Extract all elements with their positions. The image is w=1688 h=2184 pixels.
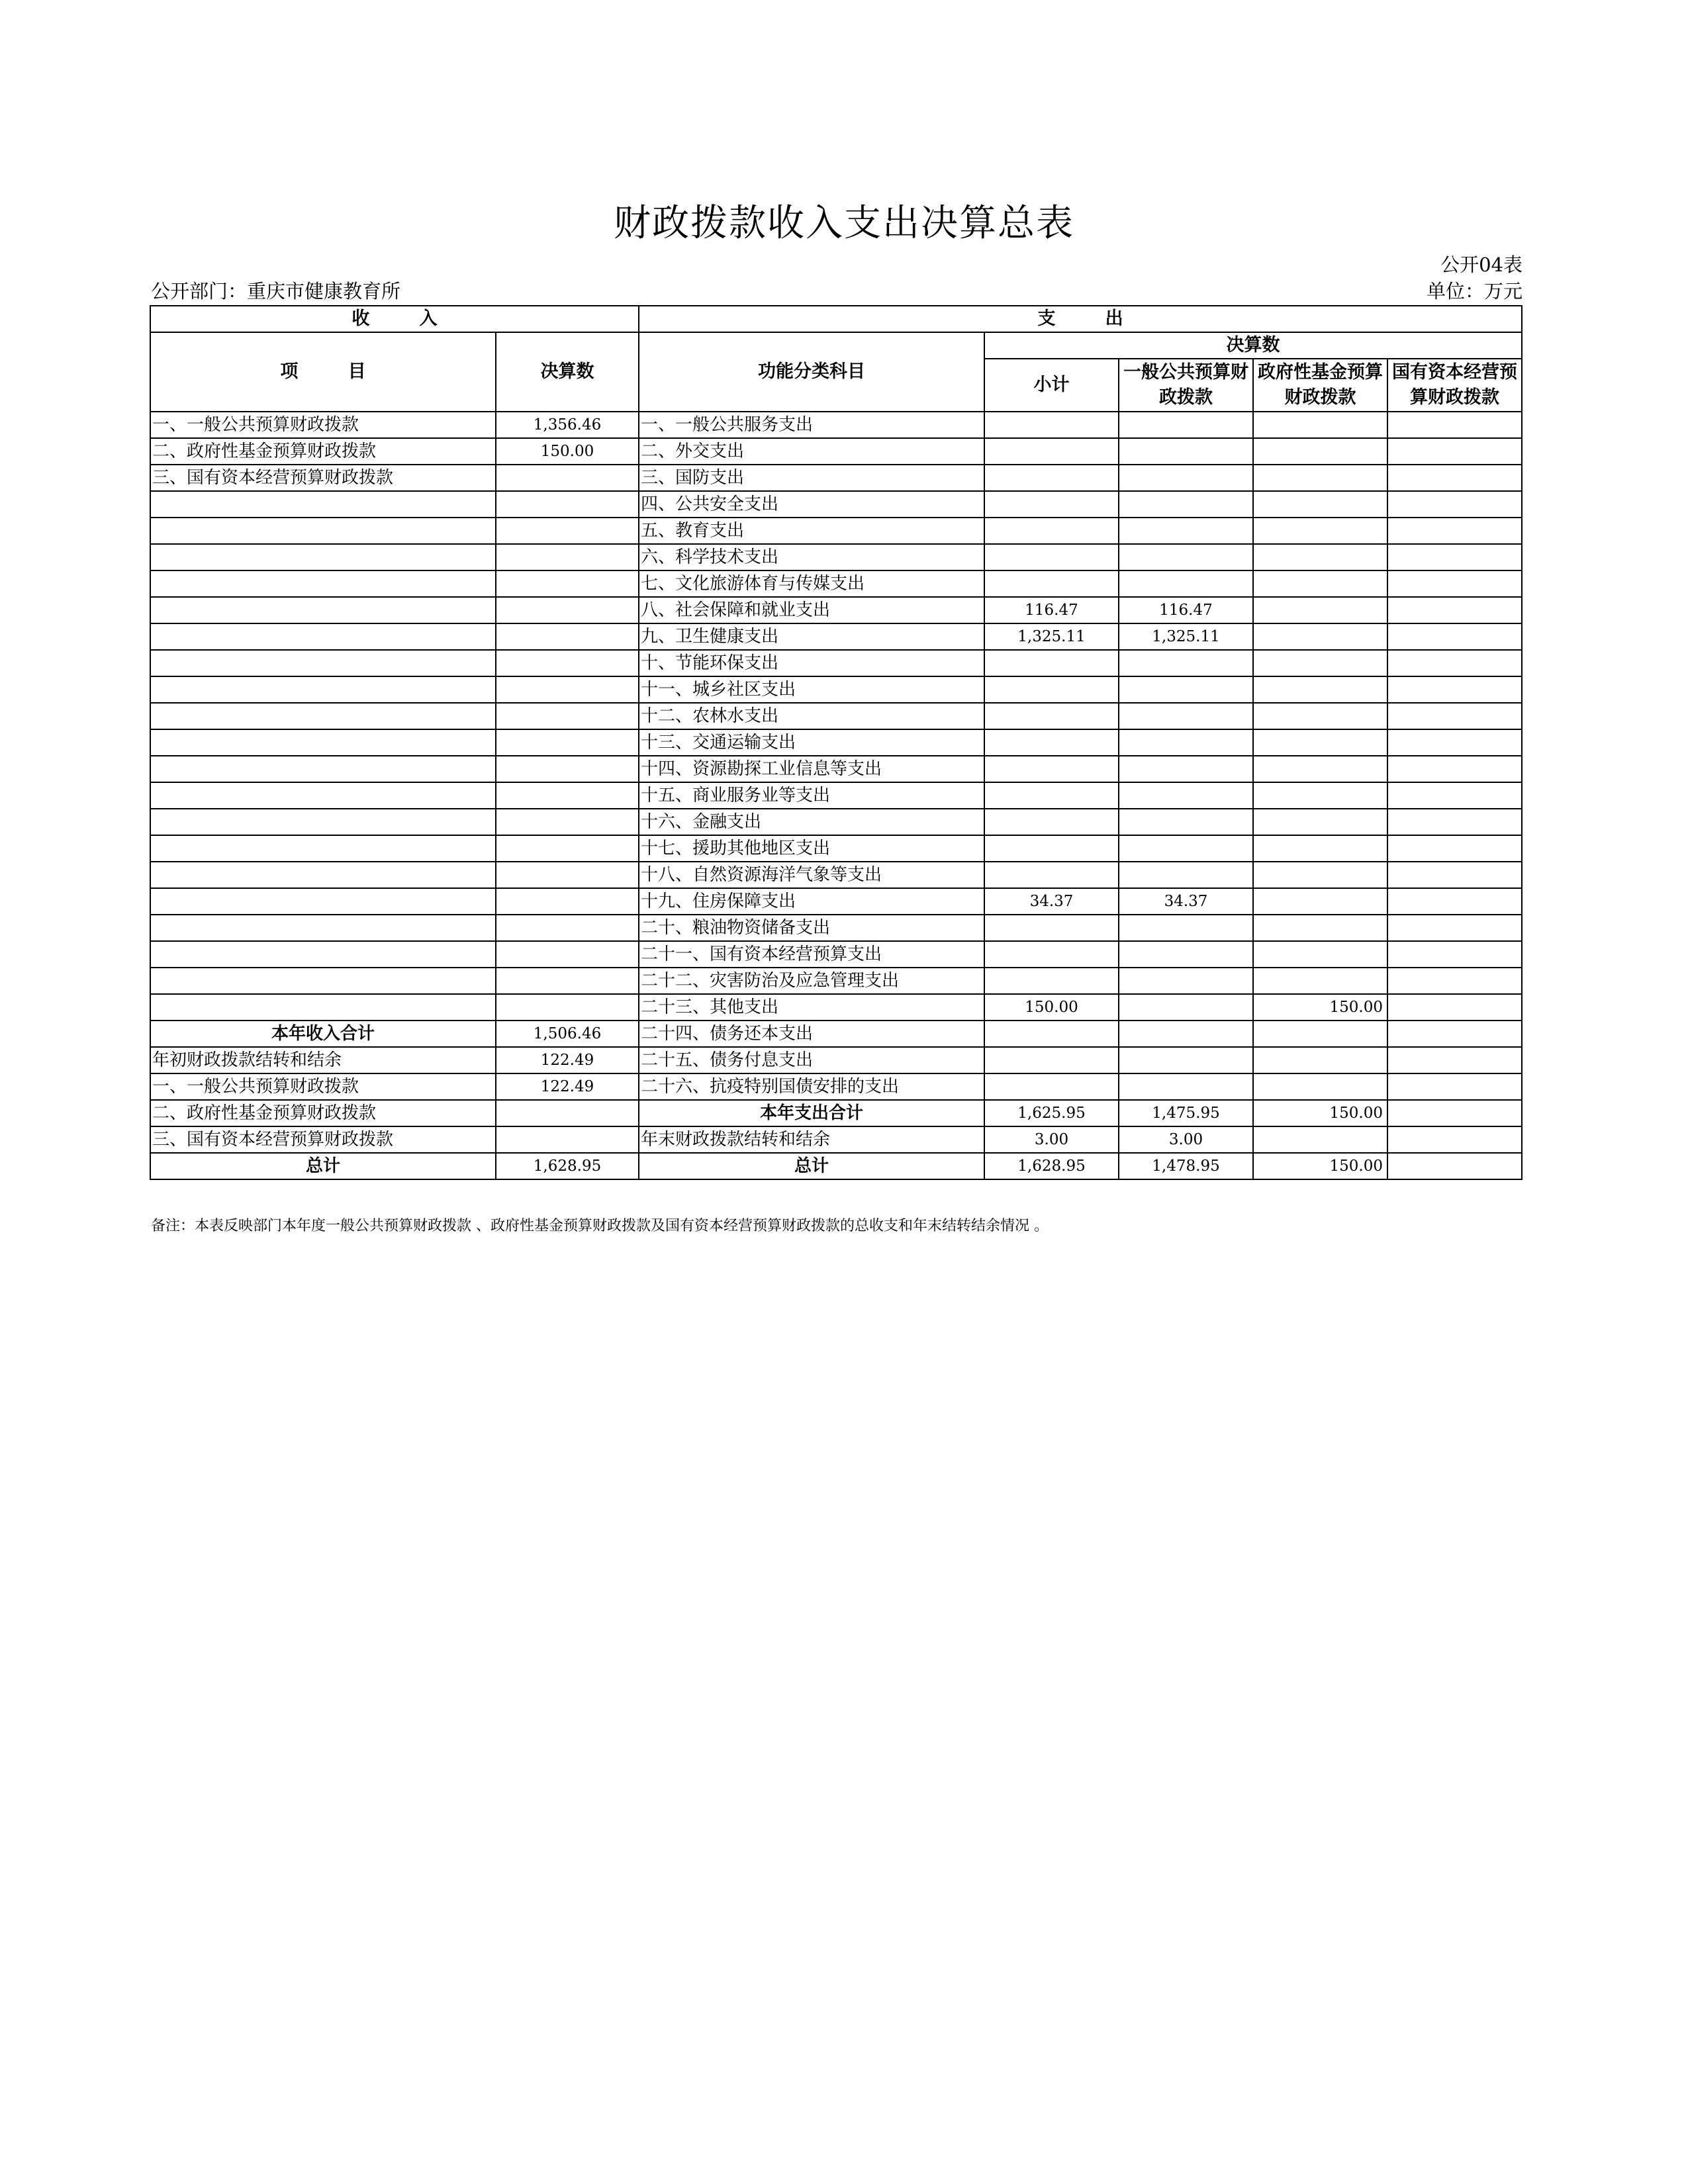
subtotal-cell: 150.00: [984, 994, 1119, 1021]
income-item-cell: [150, 597, 496, 623]
income-amount-cell: [496, 597, 639, 623]
table-row: [150, 1021, 1522, 1047]
expense-subject-cell: 二十、粮油物资储备支出: [639, 915, 984, 941]
income-amount-cell: [496, 941, 639, 968]
subtotal-cell: 34.37: [984, 888, 1119, 915]
gov-fund-cell: [1253, 888, 1387, 915]
item-header: 项 目: [150, 332, 496, 412]
general-budget-cell: [1119, 650, 1253, 676]
expense-subject-cell: 二、外交支出: [639, 438, 984, 465]
general-budget-cell: [1119, 1047, 1253, 1073]
state-capital-cell: [1387, 1100, 1522, 1126]
income-amount-cell: 1,628.95: [496, 1153, 639, 1179]
table-row: [150, 703, 1522, 729]
form-code: 公开04表: [1440, 253, 1523, 276]
gov-fund-cell: [1253, 1126, 1387, 1153]
subtotal-cell: [984, 835, 1119, 862]
expense-header: 支 出: [639, 306, 1522, 332]
table-row: [150, 915, 1522, 941]
table-row: [150, 1126, 1522, 1153]
table-row: [150, 650, 1522, 676]
income-amount-cell: [496, 518, 639, 544]
gov-fund-cell: [1253, 809, 1387, 835]
state-capital-cell: [1387, 835, 1522, 862]
gov-fund-cell: [1253, 597, 1387, 623]
expense-subject-cell: 十、节能环保支出: [639, 650, 984, 676]
general-budget-cell: 1,325.11: [1119, 623, 1253, 650]
table-row: [150, 491, 1522, 518]
income-item-cell: 一、一般公共预算财政拨款: [150, 1073, 496, 1100]
general-budget-cell: [1119, 809, 1253, 835]
income-item-cell: [150, 835, 496, 862]
expense-subject-cell: 二十三、其他支出: [639, 994, 984, 1021]
state-capital-cell: [1387, 1073, 1522, 1100]
income-amount-cell: [496, 809, 639, 835]
gov-fund-cell: [1253, 623, 1387, 650]
general-budget-cell: [1119, 438, 1253, 465]
general-budget-cell: 3.00: [1119, 1126, 1253, 1153]
general-budget-cell: [1119, 412, 1253, 438]
subtotal-cell: [984, 756, 1119, 782]
income-amount-cell: [496, 968, 639, 994]
footnote: 备注：本表反映部门本年度一般公共预算财政拨款 、政府性基金预算财政拨款及国有资本经营预算财政拨款的总收支和年末结转结余情况 。: [151, 1218, 1049, 1234]
gov-fund-cell: [1253, 1021, 1387, 1047]
expense-subject-cell: 二十一、国有资本经营预算支出: [639, 941, 984, 968]
state-capital-cell: [1387, 650, 1522, 676]
table-row: [150, 862, 1522, 888]
general-budget-cell: [1119, 465, 1253, 491]
gov-fund-cell: [1253, 1047, 1387, 1073]
gov-fund-cell: [1253, 412, 1387, 438]
expense-subject-cell: 十八、自然资源海洋气象等支出: [639, 862, 984, 888]
subtotal-cell: [984, 570, 1119, 597]
state-capital-cell: [1387, 915, 1522, 941]
gov-fund-cell: [1253, 703, 1387, 729]
general-budget-cell: [1119, 756, 1253, 782]
state-capital-cell: [1387, 438, 1522, 465]
state-capital-cell: [1387, 729, 1522, 756]
expense-subject-cell: 十四、资源勘探工业信息等支出: [639, 756, 984, 782]
expense-subject-cell: 一、一般公共服务支出: [639, 412, 984, 438]
gov-fund-cell: [1253, 782, 1387, 809]
state-capital-cell: [1387, 1126, 1522, 1153]
general-budget-cell: [1119, 994, 1253, 1021]
expense-subject-cell: 总计: [639, 1153, 984, 1179]
general-budget-cell: [1119, 1073, 1253, 1100]
income-item-cell: [150, 888, 496, 915]
gov-fund-header: 政府性基金预算财政拨款: [1253, 359, 1387, 412]
subtotal-cell: [984, 809, 1119, 835]
general-budget-cell: 116.47: [1119, 597, 1253, 623]
income-item-cell: [150, 809, 496, 835]
income-amount-cell: [496, 570, 639, 597]
table-row: [150, 544, 1522, 570]
income-amount-cell: [496, 650, 639, 676]
table-row: [150, 1100, 1522, 1126]
subtotal-cell: [984, 518, 1119, 544]
table-row: [150, 994, 1522, 1021]
income-amount-cell: 122.49: [496, 1073, 639, 1100]
gov-fund-cell: [1253, 544, 1387, 570]
expense-subject-cell: 十七、援助其他地区支出: [639, 835, 984, 862]
state-capital-cell: [1387, 597, 1522, 623]
income-header: 收 入: [150, 306, 639, 332]
gov-fund-cell: [1253, 915, 1387, 941]
page-title: 财政拨款收入支出决算总表: [614, 202, 1074, 245]
subtotal-cell: [984, 915, 1119, 941]
subtotal-cell: [984, 412, 1119, 438]
income-item-cell: [150, 756, 496, 782]
income-amount-cell: [496, 994, 639, 1021]
state-capital-cell: [1387, 703, 1522, 729]
income-item-cell: [150, 518, 496, 544]
department-label: 公开部门：重庆市健康教育所: [151, 280, 401, 302]
expense-subject-cell: 十二、农林水支出: [639, 703, 984, 729]
state-capital-cell: [1387, 623, 1522, 650]
subtotal-cell: [984, 782, 1119, 809]
table-row: [150, 1047, 1522, 1073]
table-body: [150, 412, 1522, 1179]
subtotal-cell: 1,628.95: [984, 1153, 1119, 1179]
expense-subject-cell: 二十二、灾害防治及应急管理支出: [639, 968, 984, 994]
state-capital-cell: [1387, 782, 1522, 809]
general-budget-cell: [1119, 968, 1253, 994]
gov-fund-cell: [1253, 862, 1387, 888]
gov-fund-cell: [1253, 650, 1387, 676]
income-item-cell: 一、一般公共预算财政拨款: [150, 412, 496, 438]
income-amount-cell: [496, 888, 639, 915]
state-capital-cell: [1387, 412, 1522, 438]
income-amount-cell: [496, 623, 639, 650]
income-item-cell: [150, 491, 496, 518]
table-row: [150, 465, 1522, 491]
subtotal-cell: [984, 703, 1119, 729]
state-capital-cell: [1387, 491, 1522, 518]
table-row: [150, 729, 1522, 756]
expense-subject-cell: 二十六、抗疫特别国债安排的支出: [639, 1073, 984, 1100]
subtotal-cell: 3.00: [984, 1126, 1119, 1153]
subtotal-cell: [984, 862, 1119, 888]
income-item-cell: 年初财政拨款结转和结余: [150, 1047, 496, 1073]
income-item-cell: [150, 994, 496, 1021]
table-row: [150, 1073, 1522, 1100]
general-budget-cell: [1119, 544, 1253, 570]
subtotal-cell: [984, 941, 1119, 968]
income-item-cell: [150, 544, 496, 570]
income-amount-cell: [496, 676, 639, 703]
income-item-cell: 本年收入合计: [150, 1021, 496, 1047]
gov-fund-cell: [1253, 729, 1387, 756]
subtotal-cell: [984, 968, 1119, 994]
gov-fund-cell: [1253, 1073, 1387, 1100]
income-amount-cell: [496, 729, 639, 756]
gov-fund-cell: [1253, 968, 1387, 994]
gov-fund-cell: [1253, 465, 1387, 491]
table-row: [150, 782, 1522, 809]
table-row: [150, 888, 1522, 915]
table-row: [150, 412, 1522, 438]
gov-fund-cell: [1253, 518, 1387, 544]
general-budget-cell: [1119, 676, 1253, 703]
table-row: [150, 941, 1522, 968]
income-amount-cell: [496, 703, 639, 729]
fiscal-table: [150, 305, 1523, 1180]
subtotal-cell: [984, 676, 1119, 703]
income-item-cell: [150, 782, 496, 809]
expense-subject-cell: 本年支出合计: [639, 1100, 984, 1126]
general-budget-cell: [1119, 835, 1253, 862]
gov-fund-cell: 150.00: [1253, 1153, 1387, 1179]
income-item-cell: [150, 623, 496, 650]
state-capital-cell: [1387, 809, 1522, 835]
state-capital-cell: [1387, 994, 1522, 1021]
subtotal-header: 小计: [984, 359, 1119, 412]
subtotal-cell: [984, 1021, 1119, 1047]
general-budget-cell: [1119, 915, 1253, 941]
income-item-cell: [150, 729, 496, 756]
expense-subject-cell: 五、教育支出: [639, 518, 984, 544]
expense-subject-cell: 九、卫生健康支出: [639, 623, 984, 650]
income-item-cell: 三、国有资本经营预算财政拨款: [150, 1126, 496, 1153]
expense-subject-cell: 二十五、债务付息支出: [639, 1047, 984, 1073]
expense-subject-cell: 八、社会保障和就业支出: [639, 597, 984, 623]
subtotal-cell: [984, 465, 1119, 491]
income-item-cell: 二、政府性基金预算财政拨款: [150, 438, 496, 465]
general-budget-cell: [1119, 703, 1253, 729]
gov-fund-cell: 150.00: [1253, 994, 1387, 1021]
expense-subject-cell: 二十四、债务还本支出: [639, 1021, 984, 1047]
gov-fund-cell: [1253, 941, 1387, 968]
state-capital-cell: [1387, 941, 1522, 968]
general-budget-cell: [1119, 941, 1253, 968]
gov-fund-cell: 150.00: [1253, 1100, 1387, 1126]
state-capital-cell: [1387, 570, 1522, 597]
state-capital-cell: [1387, 968, 1522, 994]
func-subject-header: 功能分类科目: [639, 332, 984, 412]
income-item-cell: [150, 703, 496, 729]
table-row: [150, 570, 1522, 597]
income-amount-cell: [496, 835, 639, 862]
subtotal-cell: [984, 544, 1119, 570]
table-row: [150, 835, 1522, 862]
state-capital-cell: [1387, 544, 1522, 570]
state-capital-cell: [1387, 1153, 1522, 1179]
subtotal-cell: [984, 1073, 1119, 1100]
income-amount-cell: [496, 544, 639, 570]
amount-header: 决算数: [496, 332, 639, 412]
income-amount-cell: 122.49: [496, 1047, 639, 1073]
general-budget-cell: 1,475.95: [1119, 1100, 1253, 1126]
table-row: [150, 756, 1522, 782]
table-row: [150, 518, 1522, 544]
subtotal-cell: [984, 438, 1119, 465]
income-item-cell: 总计: [150, 1153, 496, 1179]
expense-subject-cell: 六、科学技术支出: [639, 544, 984, 570]
table-row: [150, 623, 1522, 650]
state-capital-cell: [1387, 676, 1522, 703]
expense-subject-cell: 十一、城乡社区支出: [639, 676, 984, 703]
expense-subject-cell: 十九、住房保障支出: [639, 888, 984, 915]
gov-fund-cell: [1253, 491, 1387, 518]
state-capital-cell: [1387, 518, 1522, 544]
table-row: [150, 1153, 1522, 1179]
general-budget-header: 一般公共预算财政拨款: [1119, 359, 1253, 412]
income-item-cell: 二、政府性基金预算财政拨款: [150, 1100, 496, 1126]
state-capital-cell: [1387, 465, 1522, 491]
state-capital-cell: [1387, 1021, 1522, 1047]
general-budget-cell: [1119, 729, 1253, 756]
general-budget-cell: 1,478.95: [1119, 1153, 1253, 1179]
state-capital-cell: [1387, 888, 1522, 915]
income-item-cell: 三、国有资本经营预算财政拨款: [150, 465, 496, 491]
income-amount-cell: [496, 756, 639, 782]
table-row: [150, 597, 1522, 623]
subtotal-cell: [984, 1047, 1119, 1073]
income-amount-cell: 1,506.46: [496, 1021, 639, 1047]
subtotal-cell: [984, 491, 1119, 518]
income-item-cell: [150, 968, 496, 994]
income-item-cell: [150, 650, 496, 676]
expense-subject-cell: 年末财政拨款结转和结余: [639, 1126, 984, 1153]
general-budget-cell: [1119, 782, 1253, 809]
expense-subject-cell: 三、国防支出: [639, 465, 984, 491]
income-amount-cell: 150.00: [496, 438, 639, 465]
unit-label: 单位：万元: [1426, 280, 1523, 302]
income-item-cell: [150, 570, 496, 597]
subtotal-cell: [984, 650, 1119, 676]
final-amount-header: 决算数: [984, 332, 1522, 359]
income-item-cell: [150, 941, 496, 968]
expense-subject-cell: 四、公共安全支出: [639, 491, 984, 518]
subtotal-cell: 116.47: [984, 597, 1119, 623]
income-amount-cell: [496, 782, 639, 809]
gov-fund-cell: [1253, 835, 1387, 862]
gov-fund-cell: [1253, 570, 1387, 597]
table-row: [150, 968, 1522, 994]
state-capital-header: 国有资本经营预算财政拨款: [1387, 359, 1522, 412]
general-budget-cell: [1119, 518, 1253, 544]
state-capital-cell: [1387, 756, 1522, 782]
income-amount-cell: 1,356.46: [496, 412, 639, 438]
subtotal-cell: [984, 729, 1119, 756]
income-amount-cell: [496, 465, 639, 491]
expense-subject-cell: 十三、交通运输支出: [639, 729, 984, 756]
expense-subject-cell: 十五、商业服务业等支出: [639, 782, 984, 809]
general-budget-cell: 34.37: [1119, 888, 1253, 915]
income-amount-cell: [496, 491, 639, 518]
expense-subject-cell: 十六、金融支出: [639, 809, 984, 835]
subtotal-cell: 1,625.95: [984, 1100, 1119, 1126]
gov-fund-cell: [1253, 756, 1387, 782]
table-row: [150, 676, 1522, 703]
state-capital-cell: [1387, 862, 1522, 888]
income-amount-cell: [496, 1126, 639, 1153]
income-item-cell: [150, 862, 496, 888]
income-amount-cell: [496, 915, 639, 941]
table-row: [150, 809, 1522, 835]
general-budget-cell: [1119, 491, 1253, 518]
expense-subject-cell: 七、文化旅游体育与传媒支出: [639, 570, 984, 597]
income-item-cell: [150, 676, 496, 703]
table-row: [150, 438, 1522, 465]
state-capital-cell: [1387, 1047, 1522, 1073]
gov-fund-cell: [1253, 438, 1387, 465]
gov-fund-cell: [1253, 676, 1387, 703]
income-amount-cell: [496, 862, 639, 888]
income-item-cell: [150, 915, 496, 941]
general-budget-cell: [1119, 862, 1253, 888]
general-budget-cell: [1119, 570, 1253, 597]
general-budget-cell: [1119, 1021, 1253, 1047]
income-amount-cell: [496, 1100, 639, 1126]
subtotal-cell: 1,325.11: [984, 623, 1119, 650]
